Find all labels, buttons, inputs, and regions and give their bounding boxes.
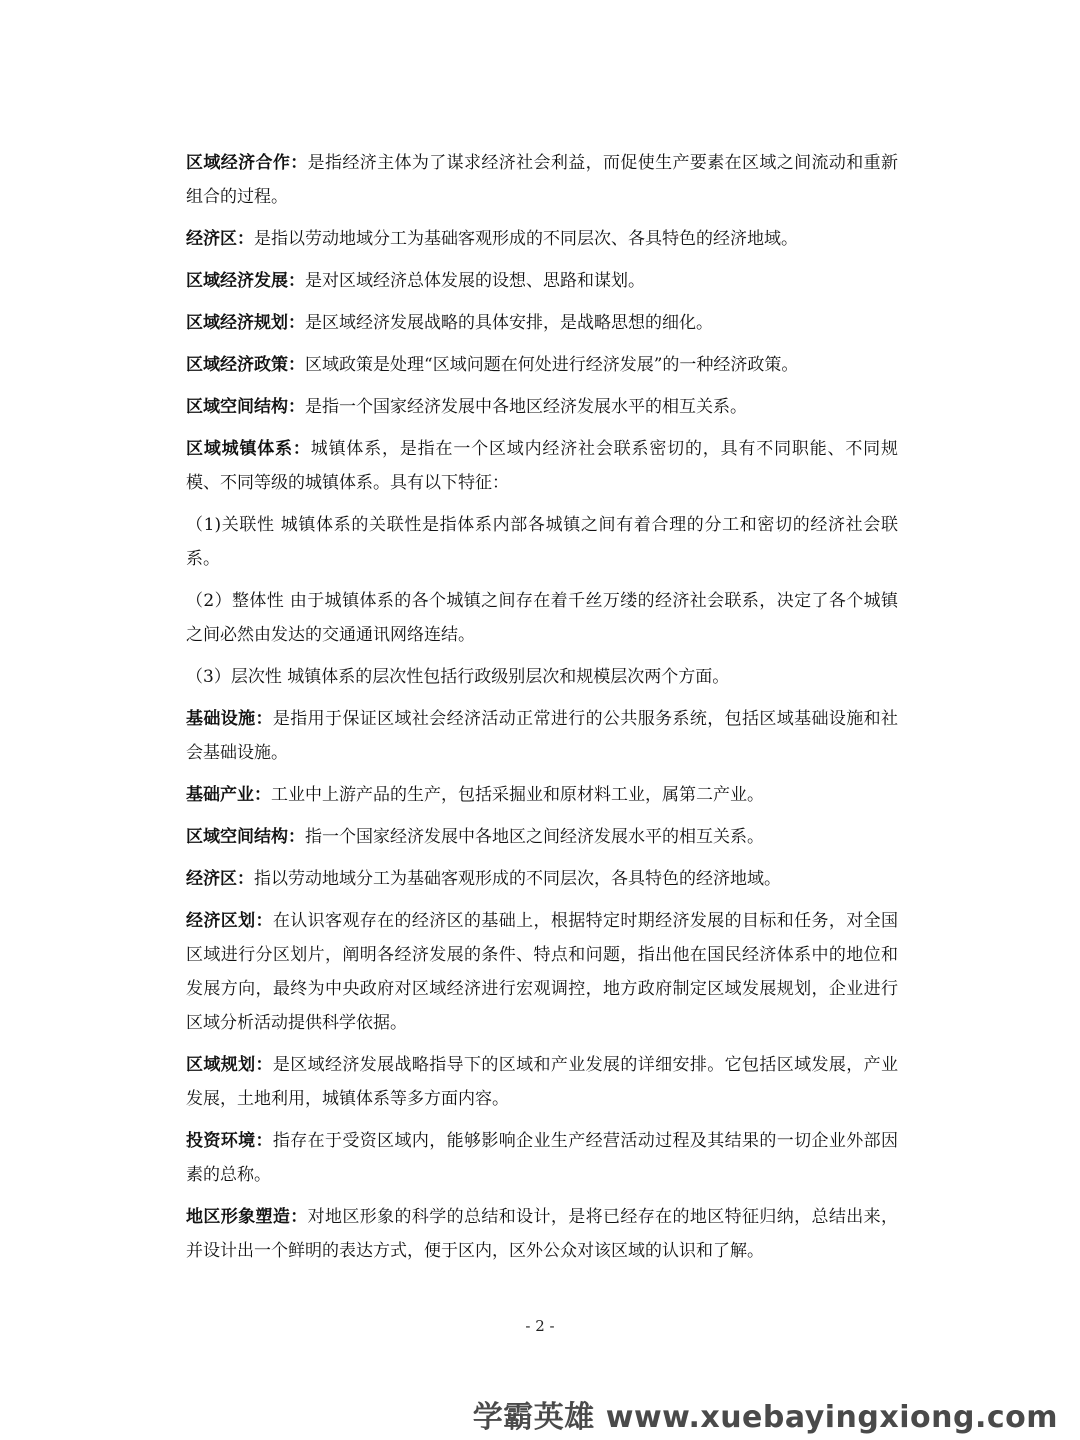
entry-term: 区域城镇体系： [186, 439, 311, 459]
glossary-entry [186, 1124, 898, 1192]
glossary-entry [186, 348, 898, 382]
glossary-entry [186, 146, 898, 214]
entry-term: 经济区划： [186, 911, 273, 931]
entry-definition: 是区域经济发展战略指导下的区域和产业发展的详细安排。它包括区域发展，产业发展，土地利用，城镇体系等多方面内容。 [186, 1055, 898, 1109]
entry-term: 区域经济合作： [186, 153, 308, 173]
entry-definition: （2）整体性 由于城镇体系的各个城镇之间存在着千丝万缕的经济社会联系，决定了各个城镇之间必然由发达的交通通讯网络连结。 [186, 591, 898, 645]
entry-term: 基础设施： [186, 709, 273, 729]
entry-term: 区域经济政策： [186, 355, 305, 375]
glossary-entry [186, 222, 898, 256]
entry-definition: 是对区域经济总体发展的设想、思路和谋划。 [305, 271, 645, 291]
glossary-entry [186, 390, 898, 424]
entry-term: 基础产业： [186, 785, 271, 805]
entry-term: 地区形象塑造： [186, 1207, 308, 1227]
entry-definition: 是指一个国家经济发展中各地区经济发展水平的相互关系。 [305, 397, 747, 417]
entry-definition: 是指用于保证区域社会经济活动正常进行的公共服务系统，包括区域基础设施和社会基础设施。 [186, 709, 898, 763]
entry-definition: 是指经济主体为了谋求经济社会利益，而促使生产要素在区域之间流动和重新组合的过程。 [186, 153, 898, 207]
entry-definition: 城镇体系，是指在一个区域内经济社会联系密切的，具有不同职能、不同规模、不同等级的城镇体系。具有以下特征： [186, 439, 899, 493]
entry-definition: （1)关联性 城镇体系的关联性是指体系内部各城镇之间有着合理的分工和密切的经济社会联系。 [186, 515, 898, 569]
entry-term: 区域经济规划： [186, 313, 305, 333]
entry-definition: 区域政策是处理“区域问题在何处进行经济发展”的一种经济政策。 [305, 355, 799, 375]
entry-term: 经济区： [186, 869, 254, 889]
page-number: - 2 - [525, 1317, 555, 1335]
entry-term: 区域经济发展： [186, 271, 305, 291]
site-watermark: 学霸英雄 www.xuebayingxiong.com [472, 1400, 1058, 1435]
entry-definition: 对地区形象的科学的总结和设计，是将已经存在的地区特征归纳，总结出来，并设计出一个鲜明的表达方式，便于区内，区外公众对该区域的认识和了解。 [186, 1207, 898, 1261]
glossary-entry [186, 1048, 898, 1116]
entry-definition: 指以劳动地域分工为基础客观形成的不同层次，各具特色的经济地域。 [254, 869, 781, 889]
glossary-entry [186, 264, 898, 298]
feature-item [186, 508, 898, 576]
glossary-entry [186, 306, 898, 340]
glossary-entry [186, 820, 898, 854]
glossary-content [186, 146, 898, 1276]
entry-definition: 工业中上游产品的生产，包括采掘业和原材料工业，属第二产业。 [271, 785, 764, 805]
entry-term: 区域规划： [186, 1055, 273, 1075]
glossary-entry [186, 702, 898, 770]
entry-definition: 在认识客观存在的经济区的基础上，根据特定时期经济发展的目标和任务，对全国区域进行分区划片，阐明各经济发展的条件、特点和问题，指出他在国民经济体系中的地位和发展方向，最终为中央政府对区域经济进行宏观调控，地方政府制定区域发展规划，企业进行区域分析活动提供科学依据。 [186, 911, 898, 1033]
glossary-entry [186, 904, 898, 1040]
entry-definition: 是区域经济发展战略的具体安排，是战略思想的细化。 [305, 313, 713, 333]
entry-definition: 是指以劳动地域分工为基础客观形成的不同层次、各具特色的经济地域。 [254, 229, 798, 249]
entry-term: 投资环境： [186, 1131, 273, 1151]
glossary-entry [186, 862, 898, 896]
glossary-entry [186, 1200, 898, 1268]
entry-term: 区域空间结构： [186, 827, 305, 847]
entry-term: 区域空间结构： [186, 397, 305, 417]
glossary-entry [186, 778, 898, 812]
entry-definition: 指一个国家经济发展中各地区之间经济发展水平的相互关系。 [305, 827, 764, 847]
feature-item [186, 660, 898, 694]
feature-item [186, 584, 898, 652]
entry-definition: （3）层次性 城镇体系的层次性包括行政级别层次和规模层次两个方面。 [186, 667, 730, 687]
glossary-entry [186, 432, 898, 500]
entry-term: 经济区： [186, 229, 254, 249]
entry-definition: 指存在于受资区域内，能够影响企业生产经营活动过程及其结果的一切企业外部因素的总称。 [186, 1131, 898, 1185]
